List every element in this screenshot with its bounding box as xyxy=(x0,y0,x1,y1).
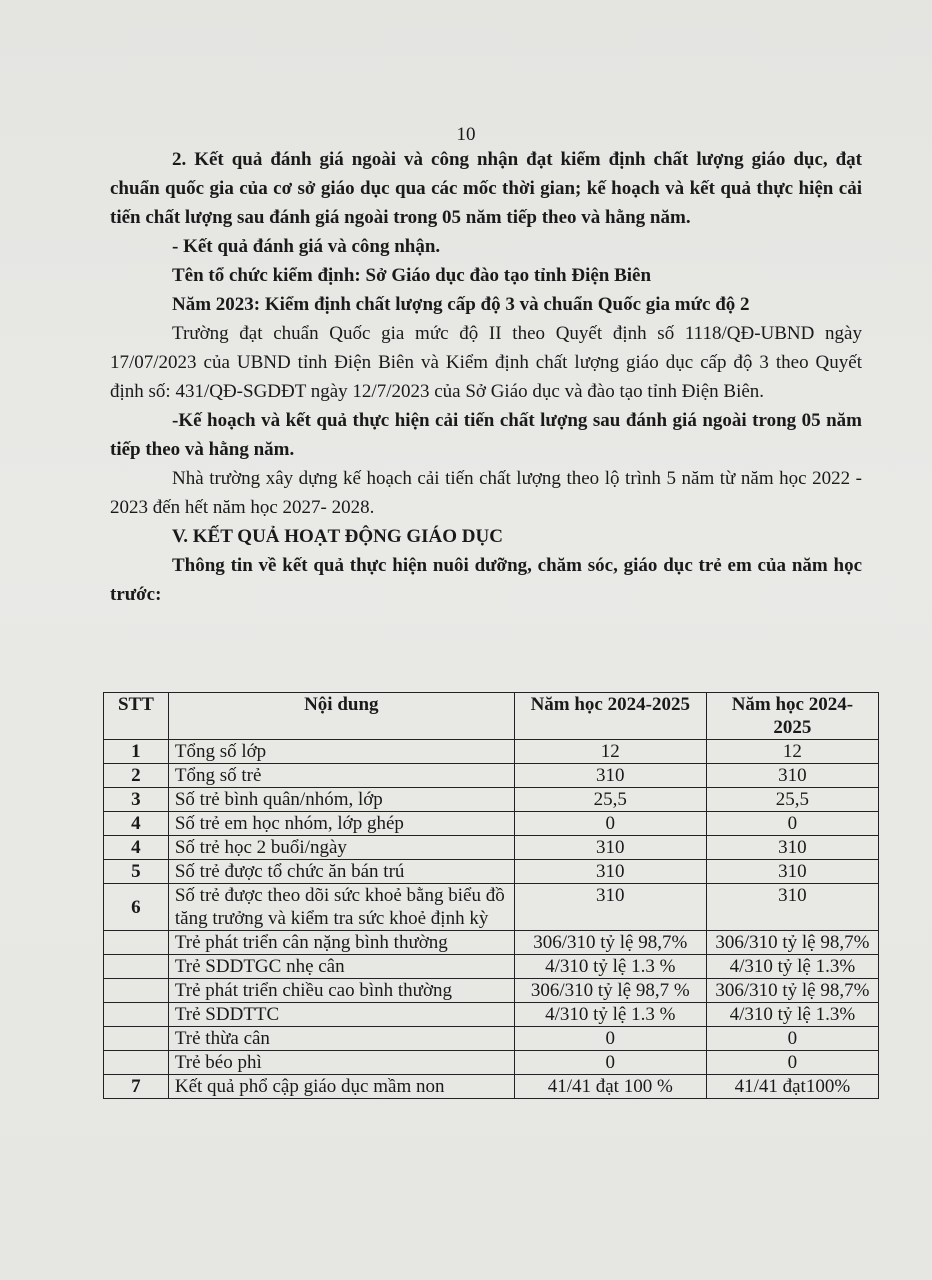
row-value-a: 4/310 tỷ lệ 1.3 % xyxy=(514,1003,706,1027)
table-row xyxy=(104,1003,879,1027)
row-value-a: 12 xyxy=(514,740,706,764)
table-row xyxy=(104,860,879,884)
row-content: Trẻ SDDTGC nhẹ cân xyxy=(168,955,514,979)
row-value-b: 0 xyxy=(706,1051,878,1075)
results-table xyxy=(103,692,879,1099)
table-row xyxy=(104,884,879,931)
table-row xyxy=(104,931,879,955)
row-value-b: 310 xyxy=(706,860,878,884)
row-content: Tổng số lớp xyxy=(168,740,514,764)
row-value-b: 310 xyxy=(706,836,878,860)
row-stt: 7 xyxy=(104,1075,169,1099)
table-row xyxy=(104,1027,879,1051)
row-stt xyxy=(104,955,169,979)
row-stt xyxy=(104,1003,169,1027)
row-stt xyxy=(104,1027,169,1051)
row-stt: 1 xyxy=(104,740,169,764)
table-row xyxy=(104,764,879,788)
section2-sub1: - Kết quả đánh giá và công nhận. xyxy=(172,236,441,257)
row-content: Kết quả phổ cập giáo dục mầm non xyxy=(168,1075,514,1099)
row-value-a: 306/310 tỷ lệ 98,7 % xyxy=(514,979,706,1003)
table-body xyxy=(104,740,879,1099)
row-content: Trẻ phát triển chiều cao bình thường xyxy=(168,979,514,1003)
section2-para2: Nhà trường xây dựng kế hoạch cải tiến chất lượng theo lộ trình 5 năm từ năm học 2022 - 2023 đến hết năm học 2027- 2028. xyxy=(110,468,862,518)
header-year-b: Năm học 2024-2025 xyxy=(706,693,878,740)
row-content: Trẻ béo phì xyxy=(168,1051,514,1075)
row-content: Số trẻ bình quân/nhóm, lớp xyxy=(168,788,514,812)
row-stt: 2 xyxy=(104,764,169,788)
row-value-b: 41/41 đạt100% xyxy=(706,1075,878,1099)
row-value-a: 310 xyxy=(514,860,706,884)
section2-year: Năm 2023: Kiểm định chất lượng cấp độ 3 và chuẩn Quốc gia mức độ 2 xyxy=(172,294,750,315)
row-value-b: 0 xyxy=(706,1027,878,1051)
row-content: Số trẻ học 2 buổi/ngày xyxy=(168,836,514,860)
row-stt xyxy=(104,1051,169,1075)
row-value-a: 0 xyxy=(514,1051,706,1075)
section2-sub2: -Kế hoạch và kết quả thực hiện cải tiến chất lượng sau đánh giá ngoài trong 05 năm tiếp theo và hằng năm. xyxy=(110,410,862,460)
section5-heading: V. KẾT QUẢ HOẠT ĐỘNG GIÁO DỤC xyxy=(172,526,503,547)
row-value-b: 4/310 tỷ lệ 1.3% xyxy=(706,1003,878,1027)
section2-heading: 2. Kết quả đánh giá ngoài và công nhận đạt kiểm định chất lượng giáo dục, đạt chuẩn quốc gia của cơ sở giáo dục qua các mốc thời gian; kế hoạch và kết quả thực hiện cải tiến chất lượng sau đánh giá ngoài trong 05 năm tiếp theo và hằng năm. xyxy=(110,149,862,228)
row-stt: 4 xyxy=(104,812,169,836)
row-value-b: 25,5 xyxy=(706,788,878,812)
table-row xyxy=(104,788,879,812)
row-value-a: 0 xyxy=(514,1027,706,1051)
row-value-b: 310 xyxy=(706,764,878,788)
row-value-a: 0 xyxy=(514,812,706,836)
row-content: Trẻ SDDTTC xyxy=(168,1003,514,1027)
row-value-a: 310 xyxy=(514,836,706,860)
header-content: Nội dung xyxy=(168,693,514,740)
row-stt xyxy=(104,979,169,1003)
row-value-b: 306/310 tỷ lệ 98,7% xyxy=(706,931,878,955)
table-row xyxy=(104,955,879,979)
row-value-a: 41/41 đạt 100 % xyxy=(514,1075,706,1099)
row-value-a: 310 xyxy=(514,884,706,931)
row-value-b: 12 xyxy=(706,740,878,764)
page-number: 10 xyxy=(456,124,476,145)
row-value-b: 306/310 tỷ lệ 98,7% xyxy=(706,979,878,1003)
body-text xyxy=(110,145,862,609)
row-content: Trẻ phát triển cân nặng bình thường xyxy=(168,931,514,955)
table-row xyxy=(104,979,879,1003)
row-value-a: 25,5 xyxy=(514,788,706,812)
row-content: Trẻ thừa cân xyxy=(168,1027,514,1051)
table-header-row xyxy=(104,693,879,740)
row-content: Số trẻ được tổ chức ăn bán trú xyxy=(168,860,514,884)
row-value-a: 306/310 tỷ lệ 98,7% xyxy=(514,931,706,955)
row-stt xyxy=(104,931,169,955)
section2-org: Tên tổ chức kiểm định: Sở Giáo dục đào tạo tỉnh Điện Biên xyxy=(172,265,652,286)
row-value-a: 310 xyxy=(514,764,706,788)
table-row xyxy=(104,812,879,836)
header-stt: STT xyxy=(104,693,169,740)
row-content: Tổng số trẻ xyxy=(168,764,514,788)
section2-para1: Trường đạt chuẩn Quốc gia mức độ II theo Quyết định số 1118/QĐ-UBND ngày 17/07/2023 của UBND tỉnh Điện Biên và Kiểm định chất lượng giáo dục cấp độ 3 theo Quyết định số: 431/QĐ-SGDĐT ngày 12/7/2023 của Sở Giáo dục và đào tạo tỉnh Điện Biên. xyxy=(110,323,862,402)
row-content: Số trẻ em học nhóm, lớp ghép xyxy=(168,812,514,836)
row-value-b: 310 xyxy=(706,884,878,931)
section5-intro: Thông tin về kết quả thực hiện nuôi dưỡng, chăm sóc, giáo dục trẻ em của năm học trước: xyxy=(110,555,862,605)
header-year-a: Năm học 2024-2025 xyxy=(514,693,706,740)
row-stt: 5 xyxy=(104,860,169,884)
row-stt: 3 xyxy=(104,788,169,812)
row-content: Số trẻ được theo dõi sức khoẻ bằng biểu đồ tăng trưởng và kiểm tra sức khoẻ định kỳ xyxy=(168,884,514,931)
table-row xyxy=(104,1051,879,1075)
row-stt: 4 xyxy=(104,836,169,860)
row-value-a: 4/310 tỷ lệ 1.3 % xyxy=(514,955,706,979)
row-value-b: 0 xyxy=(706,812,878,836)
row-value-b: 4/310 tỷ lệ 1.3% xyxy=(706,955,878,979)
table-row xyxy=(104,740,879,764)
table-row xyxy=(104,1075,879,1099)
row-stt: 6 xyxy=(104,884,169,931)
table-row xyxy=(104,836,879,860)
